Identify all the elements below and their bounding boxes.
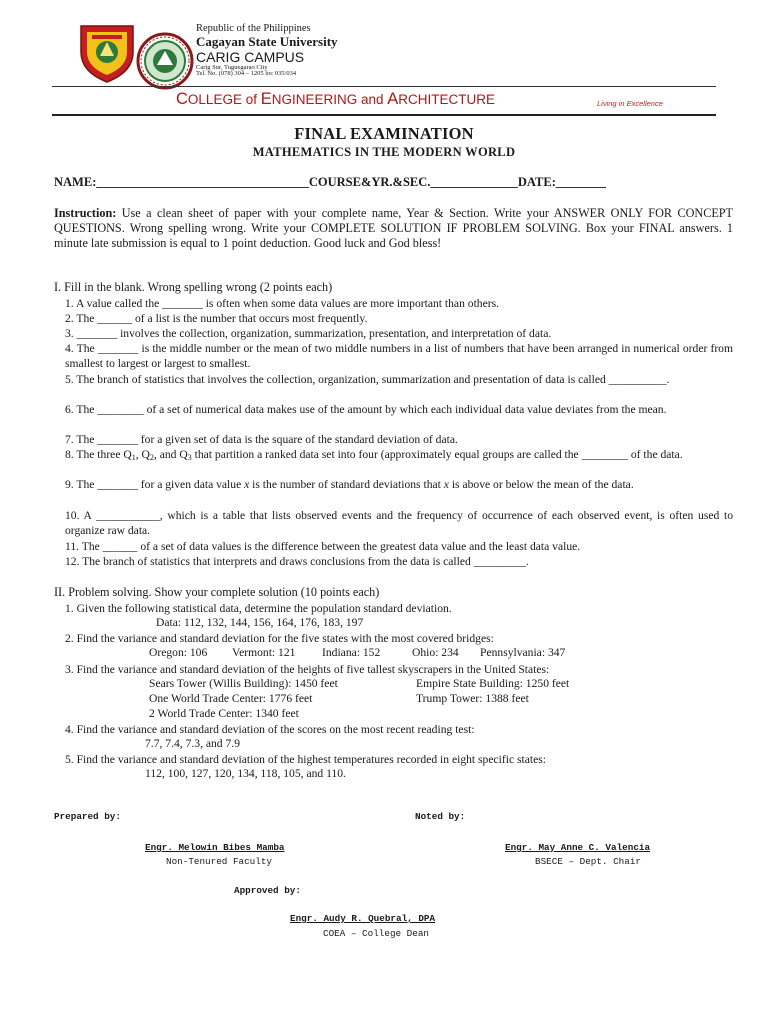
header-divider-top (52, 86, 716, 87)
part2-item: 4. Find the variance and standard deviation of the scores on the most recent reading test: (65, 723, 475, 736)
instruction-paragraph (54, 206, 733, 251)
bridge-pennsylvania: Pennsylvania: 347 (480, 646, 566, 659)
preparer-name: Engr. Melowin Bibes Mamba (145, 842, 285, 853)
tower-one-wtc: One World Trade Center: 1776 feet (149, 692, 313, 705)
bridge-oregon: Oregon: 106 (149, 646, 208, 659)
problem1-data: Data: 112, 132, 144, 156, 164, 176, 183, 197 (156, 616, 364, 629)
campus-name: CARIG CAMPUS (196, 49, 305, 65)
tower-trump: Trump Tower: 1388 feet (416, 692, 529, 705)
part2-item: 3. Find the variance and standard deviation of the heights of five tallest skyscrapers in the United States: (65, 663, 550, 676)
college-name: COLLEGE of ENGINEERING and ARCHITECTURE (176, 90, 496, 108)
part1-item: 8. The three Q1, Q2, and Q3 that partition a ranked data set into four (approximately equal groups are called the ________ of the data. (65, 448, 683, 462)
part2-item: 5. Find the variance and standard deviation of the highest temperatures recorded in eight specific states: (65, 753, 546, 766)
part2-item: 1. Given the following statistical data, determine the population standard deviation. (65, 602, 452, 615)
exam-title: FINAL EXAMINATION (294, 124, 474, 143)
university-name: Cagayan State University (196, 34, 338, 49)
tower-sears: Sears Tower (Willis Building): 1450 feet (149, 677, 338, 690)
part1-item: 6. The ________ of a set of numerical data makes use of the amount by which each individual data value deviates from the mean. (65, 403, 667, 416)
tower-empire-state: Empire State Building: 1250 feet (416, 677, 570, 690)
prepared-by-label: Prepared by: (54, 811, 121, 822)
part1-item: 12. The branch of statistics that interprets and draws conclusions from the data is called _________. (65, 555, 529, 568)
csu-shield-logo (78, 22, 136, 84)
chair-name: Engr. May Anne C. Valencia (505, 842, 651, 853)
dean-name: Engr. Audy R. Quebral, DPA (290, 913, 436, 924)
college-tagline: Living in Excellence (597, 99, 663, 108)
noted-by-label: Noted by: (415, 811, 466, 822)
part1-heading: I. Fill in the blank. Wrong spelling wrong (2 points each) (54, 280, 333, 294)
part2-item: 2. Find the variance and standard deviation for the five states with the most covered bridges: (65, 632, 494, 645)
campus-address: Carig Sur, Tuguegarao City (196, 64, 268, 71)
part1-item: 7. The _______ for a given set of data is the square of the standard deviation of data. (65, 433, 458, 446)
part1-item: 10. A ___________, which is a table that lists observed events and the frequency of occurrence of each observed event, is often used to organize raw data. (65, 509, 733, 538)
bridge-ohio: Ohio: 234 (412, 646, 459, 659)
tower-two-wtc: 2 World Trade Center: 1340 feet (149, 707, 299, 720)
republic-text: Republic of the Philippines (196, 23, 311, 34)
instruction-label: Instruction: (54, 206, 117, 220)
part1-item: 11. The ______ of a set of data values is the difference between the greatest data value and the least data value. (65, 540, 581, 553)
part2-heading: II. Problem solving. Show your complete solution (10 points each) (54, 585, 380, 599)
problem5-temps: 112, 100, 127, 120, 134, 118, 105, and 110. (145, 767, 346, 780)
part1-item: 4. The _______ is the middle number or the mean of two middle numbers in a list of numbers that have been arranged in numerical order from smallest to largest or largest to smallest. (65, 342, 733, 371)
student-info-line: NAME:__________________________________COURSE&YR.&SEC.______________DATE:________ (54, 175, 606, 189)
problem4-scores: 7.7, 7.4, 7.3, and 7.9 (145, 737, 240, 750)
part1-item: 1. A value called the _______ is often when some data values are more important than others. (65, 297, 500, 310)
part1-item: 5. The branch of statistics that involves the collection, organization, summarization and presentation of data is called __________. (65, 373, 670, 386)
part1-item: 9. The _______ for a given data value x is the number of standard deviations that x is above or below the mean of the data. (65, 478, 634, 491)
part1-item: 3. _______ involves the collection, organization, summarization, presentation, and interpretation of data. (65, 327, 552, 340)
preparer-role: Non-Tenured Faculty (166, 856, 273, 867)
instruction-text: Use a clean sheet of paper with your complete name, Year & Section. Write your ANSWER ONLY FOR CONCEPT QUESTIONS. Wrong spelling wrong. Write your COMPLETE SOLUTION IF PROBLEM SOLVING. Box your FINAL answers. 1 minute late submission is equal to 1 point deduction. Good luck and God bless! (54, 206, 733, 250)
bridge-indiana: Indiana: 152 (322, 646, 381, 659)
bridge-vermont: Vermont: 121 (232, 646, 296, 659)
dean-role: COEA – College Dean (323, 928, 430, 939)
campus-telephone: Tel. No. (078) 304 – 1205 loc 035/034 (196, 70, 297, 77)
part1-item: 2. The ______ of a list is the number that occurs most frequently. (65, 312, 368, 325)
college-seal-logo (136, 32, 194, 90)
exam-subtitle: MATHEMATICS IN THE MODERN WORLD (252, 145, 516, 159)
chair-role: BSECE – Dept. Chair (535, 856, 642, 867)
approved-by-label: Approved by: (234, 885, 301, 896)
header-divider-bottom (52, 114, 716, 116)
